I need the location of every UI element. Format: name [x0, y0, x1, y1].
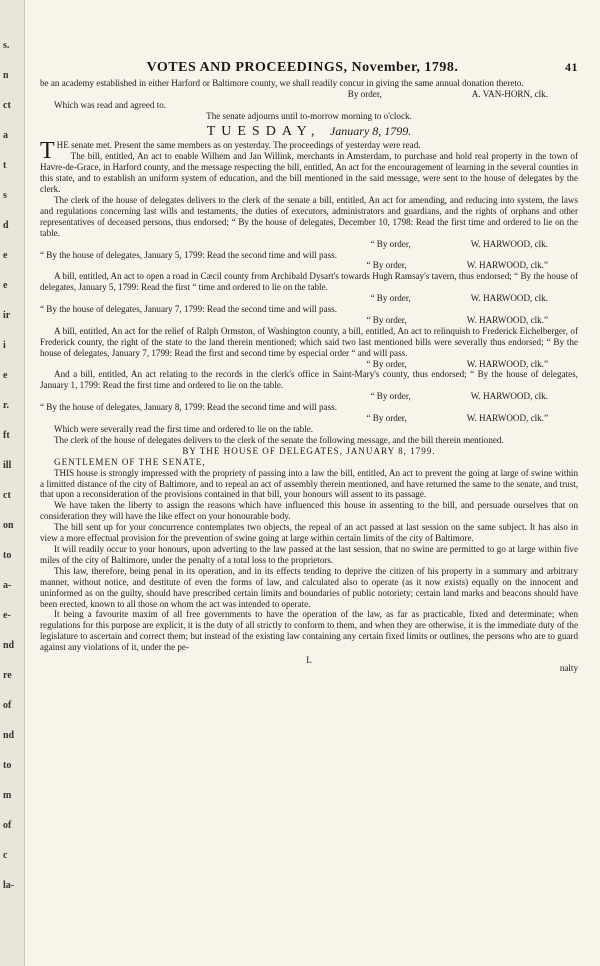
- signature-line: [40, 315, 578, 326]
- clerk-signature: W. HARWOOD, clk.”: [466, 260, 548, 271]
- margin-fragment: e: [3, 370, 8, 381]
- signature-line: [40, 391, 578, 402]
- signature-line: [40, 359, 578, 370]
- paragraph: A bill, entitled, An act to open a road in Cæcil county from Archibald Dysart's towards Hugh Ramsay's tavern, thus endorsed; “ By the house of delegates, January 5, 1799: Read the first “ time and ordered to lie on the table.: [40, 271, 578, 293]
- day-date: January 8, 1799.: [329, 123, 412, 138]
- paragraph: Which were severally read the first time and ordered to lie on the table.: [54, 424, 314, 434]
- margin-fragment: nd: [3, 730, 15, 741]
- margin-fragment: ct: [3, 100, 11, 111]
- margin-fragment: la-: [3, 880, 15, 891]
- paragraph: The clerk of the house of delegates delivers to the clerk of the senate the following message, and the bill therein mentioned.: [54, 434, 504, 445]
- paragraph: THIS house is strongly impressed with the propriety of passing into a law the bill, entitled, An act to prevent the going at large of swine within a limitted distance of the city of Baltimore, and to repeal an act of assembly therein mentioned, and have returned the same to the senate, and trust, that upon a reconsideration of the provisions contained in that bill, your honours will assent to its passage.: [40, 467, 578, 500]
- paragraph: “ By the house of delegates, January 7, 1799: Read the second time and will pass.: [40, 304, 337, 315]
- margin-fragment: d: [3, 220, 9, 231]
- clerk-signature: W. HARWOOD, clk.”: [466, 314, 548, 325]
- margin-fragment: nd: [3, 640, 15, 651]
- margin-fragment: a: [3, 130, 8, 141]
- by-order: “ By order,: [370, 391, 411, 402]
- margin-fragment: ill: [3, 460, 12, 471]
- paragraph: [40, 138, 578, 165]
- clerk-signature: W. HARWOOD, clk.: [470, 391, 548, 402]
- catchword: nalty: [559, 663, 578, 674]
- paragraph: It will readily occur to your honours, upon adverting to the law passed at the last session, that no swine are permitted to go at large within five miles of the city of Baltimore, under the penalty of a total loss to the proprietors.: [40, 543, 578, 565]
- salutation: GENTLEMEN OF THE SENATE,: [54, 456, 206, 467]
- by-order: “ By order,: [370, 238, 411, 249]
- running-header: [40, 62, 578, 74]
- paragraph: We have taken the liberty to assign the reasons which have influenced this house in assenting to the bill, and persuade ourselves that on consideration they will have the like effect on your honourable body.: [40, 500, 578, 522]
- by-order: “ By order,: [366, 413, 407, 424]
- margin-fragment: r.: [3, 400, 10, 411]
- margin-fragment: c: [3, 850, 8, 861]
- document-page: [40, 60, 578, 674]
- margin-fragment: m: [3, 790, 12, 801]
- signature-line: [40, 293, 578, 304]
- paragraph: The bill sent up for your concurrence contemplates two objects, the repeal of an act passed at last session on the same subject. It has also in view a more effectual provision for the prevention of swine going at large within certain limits of the city of Baltimore.: [40, 522, 578, 544]
- page-number: 41: [565, 60, 578, 74]
- clerk-signature: W. HARWOOD, clk.”: [466, 358, 548, 369]
- running-title: VOTES AND PROCEEDINGS, November, 1798.: [146, 60, 459, 75]
- paragraph: Which was read and agreed to.: [54, 99, 167, 110]
- margin-fragment: s: [3, 190, 7, 201]
- margin-fragment: t: [3, 160, 7, 171]
- margin-fragment: e: [3, 280, 8, 291]
- signature-line: [40, 413, 578, 424]
- day-word: TUESDAY,: [206, 123, 321, 139]
- paragraph: And a bill, entitled, An act relating to the records in the clerk's office in Saint-Mary's county, thus endorsed; “ By the house of delegates, January 1, 1799: Read the first time and ordered to lie on the table.: [40, 369, 578, 391]
- by-order: By order,: [347, 88, 382, 99]
- margin-fragment: of: [3, 820, 12, 831]
- drop-cap: T: [40, 138, 55, 165]
- paragraph: be an academy established in either Harford or Baltimore county, we shall readily concur in giving the same annual donation thereto.: [40, 77, 524, 88]
- margin-fragment: e: [3, 250, 8, 261]
- by-order: “ By order,: [366, 260, 407, 271]
- paragraph: This law, therefore, being penal in its operation, and in its effects tending to deprive the citizen of his property in a summary and arbitrary manner, without notice, and destitute of even the forms of law, and calculated also to operate (as it now exists) equally on the innocent and uninformed as on the guilty, should have prescribed certain limits and boundaries of public notoriety; certain land marks and beacons should have been erected, known to all those on whom the act was intended to operate.: [40, 565, 578, 609]
- day-heading: [40, 123, 578, 139]
- left-margin-strip: [0, 0, 25, 966]
- paragraph: “ By the house of delegates, January 8, 1799: Read the second time and will pass.: [40, 402, 337, 413]
- by-order: “ By order,: [366, 314, 407, 325]
- margin-fragment: a-: [3, 580, 12, 591]
- clerk-signature: A. VAN-HORN, clk.: [471, 88, 548, 99]
- paragraph: It being a favourite maxim of all free governments to have the operation of the law, as far as practicable, fixed and determinate; when regulations for this purpose are explicit, it is the duty of all strictly to conform to them, and when they are otherwise, it is the immediate duty of the legislature to ascertain and correct them; but instead of the existing law containing any certain fixed limits or outlines, the persons who are to guard against any violations of it, under the pe-: [40, 609, 578, 653]
- adjournment-line: The senate adjourns until to-morrow morning to o'clock.: [206, 110, 412, 121]
- margin-fragment: s.: [3, 40, 10, 51]
- margin-fragment: e-: [3, 610, 11, 621]
- signature-line: [40, 89, 578, 100]
- margin-fragment: of: [3, 700, 12, 711]
- signature-line: [40, 239, 578, 250]
- clerk-signature: W. HARWOOD, clk.”: [466, 413, 548, 424]
- clerk-signature: W. HARWOOD, clk.: [470, 293, 548, 304]
- margin-fragment: i: [3, 340, 6, 351]
- page-footer: [40, 655, 578, 674]
- margin-fragment: ft: [3, 430, 10, 441]
- margin-fragment: ir: [3, 310, 11, 321]
- margin-fragment: n: [3, 70, 9, 81]
- signature-line: [40, 260, 578, 271]
- signature-mark: L: [306, 655, 312, 666]
- clerk-signature: W. HARWOOD, clk.: [470, 238, 548, 249]
- paragraph: “ By the house of delegates, January 5, 1799: Read the second time and will pass.: [40, 249, 337, 260]
- margin-fragment: ct: [3, 490, 11, 501]
- margin-fragment: to: [3, 550, 12, 561]
- margin-fragment: to: [3, 760, 12, 771]
- by-order: “ By order,: [366, 358, 407, 369]
- by-order: “ By order,: [370, 293, 411, 304]
- margin-fragment: on: [3, 520, 14, 531]
- paragraph-text: HE senate met. Present the same members as on yesterday. The proceedings of yesterday were read.: [56, 140, 421, 151]
- paragraph: The clerk of the house of delegates delivers to the clerk of the senate a bill, entitled, An act for amending, and reducing into system, the laws and regulations concerning last wills and testaments, the duties of executors, administrators and guardians, and the rights of orphans and other representatives of deceased persons, thus endorsed; “ By the house of delegates, December 10, 1798: Read the first time and ordered to lie on the table.: [40, 194, 578, 238]
- message-heading: BY THE HOUSE OF DELEGATES, JANUARY 8, 1799.: [182, 445, 436, 456]
- paragraph: A bill, entitled, An act for the relief of Ralph Ormston, of Washington county, a bill, entitled, An act to relinquish to Frederick Eichelberger, of Frederick county, the right of the state to the land therein mentioned; which said two last mentioned bills were severally thus endorsed; “ By the house of delegates, January 7, 1799: Read the first and second time by especial order “ and will pass.: [40, 325, 578, 358]
- paragraph: The bill, entitled, An act to enable Wilhem and Jan Willink, merchants in Amsterdam, to purchase and hold real property in the town of Havre-de-Grace, in Harford county, and the message respecting the bill, entitled, An act for the encouragement of learning in the several counties in this state, and to establish an uniform system of education, and the bill mentioned in the said message, were sent to the house of delegates by the clerk.: [40, 151, 578, 195]
- margin-fragment: re: [3, 670, 12, 681]
